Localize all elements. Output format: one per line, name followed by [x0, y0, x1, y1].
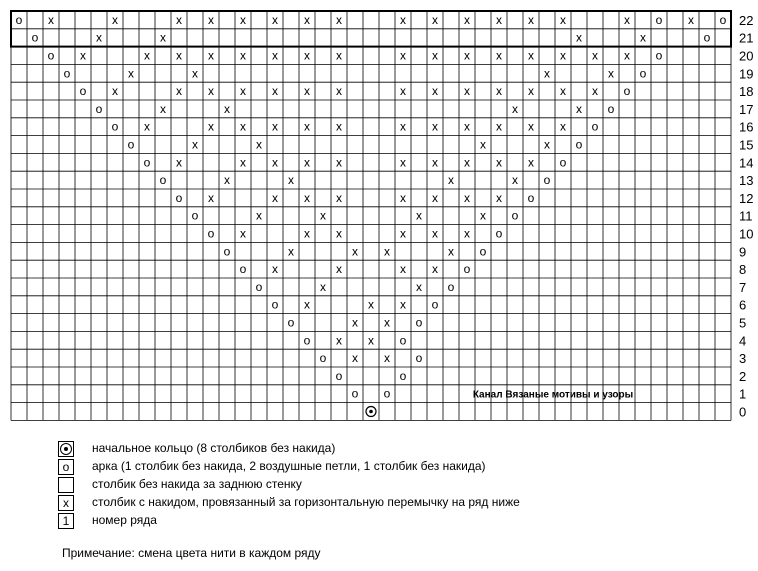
dc-mark: x [272, 84, 278, 99]
dc-mark: x [608, 66, 614, 81]
ring-symbol [58, 441, 74, 457]
arch-mark: o [415, 351, 423, 366]
row-number-label: 6 [739, 297, 747, 313]
dc-mark: x [512, 173, 518, 188]
row-number-label: 8 [739, 262, 747, 278]
legend-text-arch: арка (1 столбик без накида, 2 воздушные петли, 1 столбик без накида) [92, 459, 486, 473]
legend-text-dc: столбик с накидом, провязанный за горизонтальную перемычку на ряд ниже [92, 495, 520, 509]
row-number-label: 14 [739, 155, 754, 171]
dc-mark: x [304, 226, 310, 241]
dc-mark: x [400, 226, 406, 241]
dc-mark: x [272, 48, 278, 63]
arch-mark: o [127, 137, 135, 152]
arch-mark: o [15, 12, 23, 27]
dc-mark: x [480, 137, 486, 152]
arch-mark: o [399, 368, 407, 383]
legend-text-sc-back: столбик без накида за заднюю стенку [92, 477, 302, 491]
dc-mark: x [464, 12, 470, 27]
dc-mark: x [432, 84, 438, 99]
row-number-label: 16 [739, 119, 754, 135]
dc-mark: x [336, 119, 342, 134]
arch-mark: o [239, 262, 247, 277]
dc-mark: x [176, 48, 182, 63]
dc-mark: x [320, 279, 326, 294]
dc-mark: x [576, 101, 582, 116]
dc-mark: x [384, 315, 390, 330]
arch-mark: o [159, 173, 167, 188]
arch-mark: o [111, 119, 119, 134]
dc-mark: x [384, 244, 390, 259]
arch-mark: o [47, 48, 55, 63]
dc-mark: x [352, 244, 358, 259]
row-number-label: 5 [739, 315, 747, 331]
arch-mark: o [351, 386, 359, 401]
dc-mark: x [336, 12, 342, 27]
arch-mark: o [575, 137, 583, 152]
row-number-label: 17 [739, 101, 754, 117]
dc-mark: x [240, 226, 246, 241]
arch-mark: o [431, 297, 439, 312]
row-number-label: 0 [739, 404, 747, 420]
dc-mark: x [272, 262, 278, 277]
dc-mark: x [256, 208, 262, 223]
arch-mark: o [591, 119, 599, 134]
arch-mark: o [191, 208, 199, 223]
dc-mark: x [240, 155, 246, 170]
dc-mark: x [368, 297, 374, 312]
arch-mark: o [383, 386, 391, 401]
arch-mark: o [335, 368, 343, 383]
dc-mark: x [304, 12, 310, 27]
dc-mark: x [432, 12, 438, 27]
dc-mark: x [624, 12, 630, 27]
dc-mark: x [640, 30, 646, 45]
dc-mark: x [352, 351, 358, 366]
dc-mark: x [432, 155, 438, 170]
row-number-label: 12 [739, 190, 754, 206]
arch-symbol: o [58, 459, 74, 475]
dc-mark: x [464, 119, 470, 134]
dc-mark: x [48, 12, 54, 27]
dc-mark: x [304, 48, 310, 63]
dc-mark: x [176, 155, 182, 170]
arch-mark: o [207, 226, 215, 241]
dc-mark: x [176, 12, 182, 27]
dc-mark: x [384, 351, 390, 366]
row-number-label: 19 [739, 66, 754, 82]
row-number-label: 7 [739, 279, 747, 295]
row-number-label: 18 [739, 84, 754, 100]
dc-mark: x [432, 190, 438, 205]
row-number-label: 9 [739, 244, 747, 260]
row-number-label: 15 [739, 137, 754, 153]
arch-mark: o [655, 48, 663, 63]
row-number-label: 22 [739, 12, 754, 28]
dc-mark: x [496, 119, 502, 134]
arch-mark: o [703, 30, 711, 45]
dc-mark: x [304, 84, 310, 99]
dc-mark: x [320, 208, 326, 223]
dc-mark: x [448, 173, 454, 188]
arch-mark: o [527, 190, 535, 205]
arch-mark: o [399, 333, 407, 348]
dc-mark: x [208, 12, 214, 27]
arch-mark: o [319, 351, 327, 366]
dc-mark: x [496, 155, 502, 170]
dc-mark: x [80, 48, 86, 63]
empty-cell-symbol [58, 477, 74, 493]
dc-mark: x [464, 155, 470, 170]
dc-mark: x [432, 262, 438, 277]
arch-mark: o [287, 315, 295, 330]
dc-mark: x [160, 30, 166, 45]
dc-mark: x [400, 84, 406, 99]
arch-mark: o [303, 333, 311, 348]
dc-mark: x [560, 119, 566, 134]
dc-mark: x [304, 155, 310, 170]
dc-mark: x [336, 262, 342, 277]
dc-mark: x [112, 84, 118, 99]
dc-mark: x [272, 190, 278, 205]
legend-text-ring: начальное кольцо (8 столбиков без накида) [92, 441, 336, 455]
dc-mark: x [272, 12, 278, 27]
dc-mark: x [400, 262, 406, 277]
dc-mark: x [528, 12, 534, 27]
dc-mark: x [464, 226, 470, 241]
dc-mark: x [400, 12, 406, 27]
dc-mark: x [192, 66, 198, 81]
dc-mark: x [144, 119, 150, 134]
dc-mark: x [288, 244, 294, 259]
arch-mark: o [95, 101, 103, 116]
dc-mark: x [192, 137, 198, 152]
arch-mark: o [623, 84, 631, 99]
dc-mark: x [304, 297, 310, 312]
dc-mark: x [496, 190, 502, 205]
dc-mark: x [176, 84, 182, 99]
dc-mark: x [480, 208, 486, 223]
dc-mark: x [592, 84, 598, 99]
dc-mark: x [352, 315, 358, 330]
dc-mark: x [144, 48, 150, 63]
dc-mark: x [448, 244, 454, 259]
row-number-label: 21 [739, 30, 754, 46]
arch-mark: o [175, 190, 183, 205]
dc-mark: x [128, 66, 134, 81]
dc-mark: x [160, 101, 166, 116]
dc-mark: x [224, 173, 230, 188]
watermark-text: Канал Вязаные мотивы и узоры [472, 389, 634, 401]
arch-mark: o [511, 208, 519, 223]
dc-mark: x [336, 155, 342, 170]
arch-mark: o [31, 30, 39, 45]
arch-mark: o [719, 12, 727, 27]
arch-mark: o [655, 12, 663, 27]
dc-mark: x [224, 101, 230, 116]
dc-mark: x [336, 333, 342, 348]
arch-mark: o [447, 279, 455, 294]
dc-mark: x [400, 119, 406, 134]
dc-mark: x [272, 119, 278, 134]
dc-mark: x [528, 119, 534, 134]
row-number-label: 4 [739, 333, 747, 349]
dc-mark: x [432, 119, 438, 134]
dc-mark: x [208, 119, 214, 134]
row-number-symbol: 1 [58, 513, 74, 529]
dc-mark: x [240, 48, 246, 63]
dc-mark: x [240, 12, 246, 27]
row-number-label: 1 [739, 386, 747, 402]
starting-ring-dot [369, 410, 373, 414]
arch-mark: o [255, 279, 263, 294]
dc-mark: x [544, 66, 550, 81]
dc-mark: x [208, 48, 214, 63]
dc-mark: x [496, 48, 502, 63]
dc-mark: x [688, 12, 694, 27]
row-number-label: 3 [739, 351, 747, 367]
dc-mark: x [544, 137, 550, 152]
dc-mark: x [464, 84, 470, 99]
dc-mark: x [624, 48, 630, 63]
dc-mark: x [400, 155, 406, 170]
arch-mark: o [79, 84, 87, 99]
dc-mark: x [336, 84, 342, 99]
cross-symbol: x [58, 495, 74, 511]
dc-mark: x [496, 12, 502, 27]
dc-mark: x [288, 173, 294, 188]
dc-mark: x [208, 190, 214, 205]
arch-mark: o [495, 226, 503, 241]
dc-mark: x [432, 226, 438, 241]
note-text: Примечание: смена цвета нити в каждом ряду [62, 546, 321, 560]
dc-mark: x [416, 208, 422, 223]
dc-mark: x [560, 84, 566, 99]
dc-mark: x [400, 48, 406, 63]
dc-mark: x [416, 279, 422, 294]
dc-mark: x [528, 155, 534, 170]
dc-mark: x [240, 119, 246, 134]
row-number-label: 10 [739, 226, 754, 242]
dc-mark: x [496, 84, 502, 99]
row-number-label: 13 [739, 173, 754, 189]
dc-mark: x [560, 48, 566, 63]
dc-mark: x [512, 101, 518, 116]
dc-mark: x [112, 12, 118, 27]
arch-mark: o [143, 155, 151, 170]
dc-mark: x [336, 226, 342, 241]
arch-mark: o [223, 244, 231, 259]
dc-mark: x [208, 84, 214, 99]
dc-mark: x [272, 155, 278, 170]
dc-mark: x [464, 190, 470, 205]
row-number-label: 11 [739, 208, 753, 224]
dc-mark: x [528, 48, 534, 63]
dc-mark: x [464, 48, 470, 63]
dc-mark: x [304, 190, 310, 205]
arch-mark: o [271, 297, 279, 312]
arch-mark: o [559, 155, 567, 170]
arch-mark: o [543, 173, 551, 188]
arch-mark: o [415, 315, 423, 330]
dc-mark: x [256, 137, 262, 152]
dc-mark: x [336, 190, 342, 205]
row-number-label: 20 [739, 48, 754, 64]
dc-mark: x [240, 84, 246, 99]
dc-mark: x [560, 12, 566, 27]
dc-mark: x [400, 297, 406, 312]
dc-mark: x [368, 333, 374, 348]
arch-mark: o [63, 66, 71, 81]
dc-mark: x [528, 84, 534, 99]
arch-mark: o [463, 262, 471, 277]
dc-mark: x [592, 48, 598, 63]
row-number-label: 2 [739, 368, 747, 384]
dc-mark: x [400, 190, 406, 205]
dc-mark: x [432, 48, 438, 63]
arch-mark: o [479, 244, 487, 259]
arch-mark: o [607, 101, 615, 116]
dc-mark: x [336, 48, 342, 63]
legend-text-row-number: номер ряда [92, 513, 157, 527]
dc-mark: x [96, 30, 102, 45]
dc-mark: x [304, 119, 310, 134]
arch-mark: o [639, 66, 647, 81]
dc-mark: x [576, 30, 582, 45]
